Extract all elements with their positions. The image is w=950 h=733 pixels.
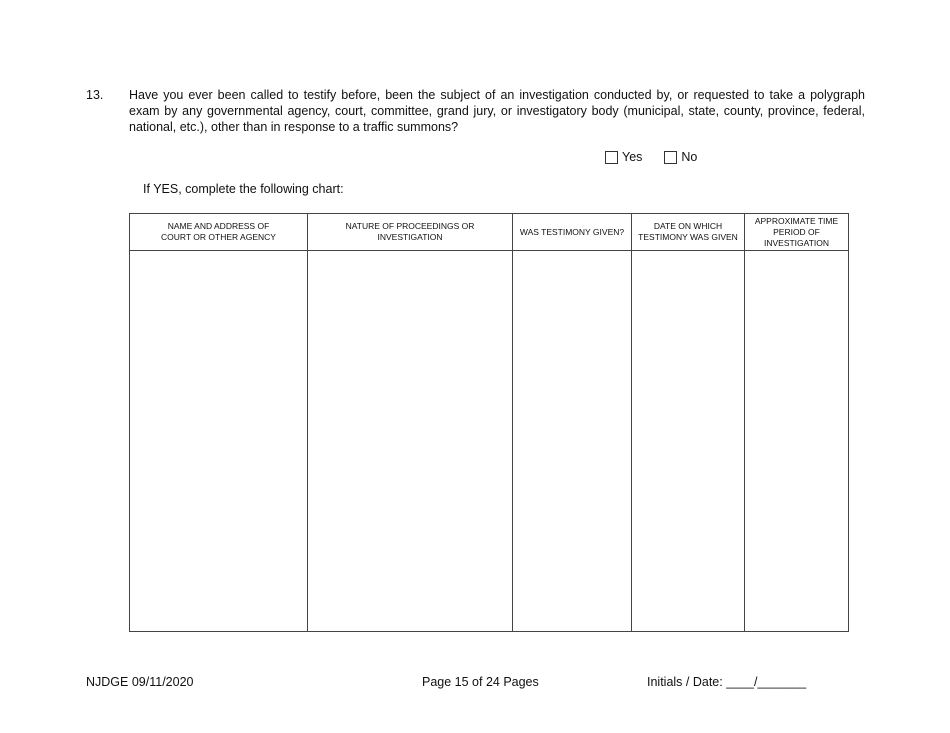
cell-testimony-given[interactable] xyxy=(513,251,632,632)
testimony-chart xyxy=(129,213,849,632)
yes-checkbox[interactable] xyxy=(605,151,618,164)
table-row xyxy=(130,251,849,632)
yes-label: Yes xyxy=(622,150,643,164)
no-label: No xyxy=(681,150,698,164)
question-text: Have you ever been called to testify before, been the subject of an investigation conducted by, or requested to take a polygraph exam by any governmental agency, court, committee, grand jury, or investigatory body (municipal, state, county, province, federal, national, etc.), other than in response to a traffic summons? xyxy=(129,88,865,134)
header-testimony-given: WAS TESTIMONY GIVEN? xyxy=(513,214,632,251)
cell-agency[interactable] xyxy=(130,251,308,632)
header-time-period: APPROXIMATE TIME PERIOD OF INVESTIGATION xyxy=(745,214,849,251)
yes-option[interactable] xyxy=(605,150,642,164)
cell-proceedings[interactable] xyxy=(308,251,513,632)
header-proceedings: NATURE OF PROCEEDINGS OR INVESTIGATION xyxy=(308,214,513,251)
form-id: NJDGE 09/11/2020 xyxy=(86,675,194,689)
header-testimony-date: DATE ON WHICH TESTIMONY WAS GIVEN xyxy=(632,214,745,251)
cell-time-period[interactable] xyxy=(745,251,849,632)
cell-testimony-date[interactable] xyxy=(632,251,745,632)
initials-date[interactable]: Initials / Date: ____/_______ xyxy=(647,675,807,689)
page-number: Page 15 of 24 Pages xyxy=(422,675,539,689)
yes-no-options xyxy=(605,150,719,164)
table-header-row xyxy=(130,214,849,251)
no-option[interactable] xyxy=(664,150,697,164)
no-checkbox[interactable] xyxy=(664,151,677,164)
header-agency: NAME AND ADDRESS OF COURT OR OTHER AGENCY xyxy=(130,214,308,251)
instruction-text: If YES, complete the following chart: xyxy=(143,182,344,196)
question-number: 13. xyxy=(86,88,104,102)
